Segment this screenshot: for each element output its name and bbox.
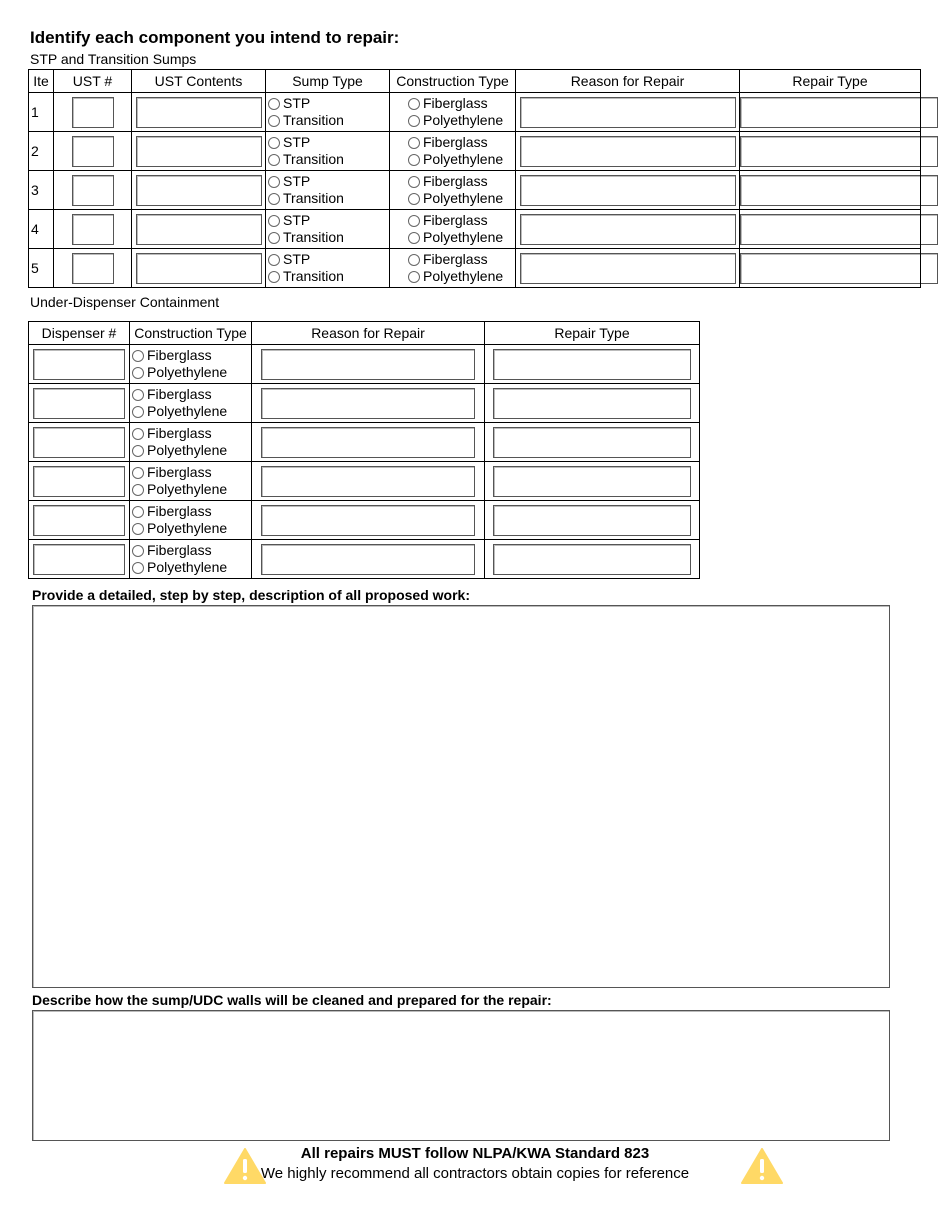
reason-for-repair-cell [252, 345, 485, 384]
repair-type-cell [485, 501, 700, 540]
radio-option-fiberglass[interactable] [132, 503, 251, 520]
reason-for-repair-cell [252, 423, 485, 462]
radio-option-stp[interactable] [268, 173, 389, 190]
radio-option-fiberglass[interactable] [132, 347, 251, 364]
radio-button[interactable] [408, 193, 420, 205]
work-description-label: Provide a detailed, step by step, description of all proposed work: [32, 587, 470, 603]
radio-label: STP [283, 251, 311, 267]
radio-button[interactable] [268, 271, 280, 283]
radio-label: Fiberglass [423, 173, 488, 189]
radio-label: Polyethylene [423, 112, 504, 128]
udc-row [29, 501, 700, 540]
radio-button[interactable] [408, 154, 420, 166]
reason-for-repair-field[interactable] [520, 253, 736, 284]
ust-contents-field[interactable] [136, 97, 262, 128]
footer-notice [200, 1145, 750, 1182]
ust-contents-field[interactable] [136, 214, 262, 245]
repair-type-cell [485, 462, 700, 501]
radio-option-polyethylene[interactable] [132, 442, 251, 459]
col-header-repair-type: Repair Type [485, 322, 700, 345]
repair-type-field[interactable] [740, 136, 938, 167]
dispenser-number-cell [29, 384, 130, 423]
radio-label: Fiberglass [423, 251, 488, 267]
sump-type-cell [266, 249, 390, 288]
radio-label: Fiberglass [147, 425, 212, 441]
radio-button[interactable] [268, 176, 280, 188]
footer-sub-text: We highly recommend all contractors obtain copies for reference [260, 1165, 690, 1182]
reason-for-repair-field[interactable] [261, 349, 475, 380]
ust-number-cell [54, 93, 132, 132]
radio-option-fiberglass[interactable] [132, 386, 251, 403]
sump-type-options [266, 251, 389, 285]
col-header-reason-for-repair: Reason for Repair [516, 70, 740, 93]
ust-contents-cell [132, 249, 266, 288]
radio-option-stp[interactable] [268, 251, 389, 268]
reason-for-repair-field[interactable] [520, 97, 736, 128]
radio-option-fiberglass[interactable] [408, 173, 515, 190]
radio-label: STP [283, 134, 311, 150]
warning-mark [760, 1159, 764, 1173]
repair-type-cell [740, 249, 921, 288]
col-header-dispenser-number: Dispenser # [29, 322, 130, 345]
repair-type-cell [485, 423, 700, 462]
radio-button[interactable] [408, 137, 420, 149]
wall-prep-field[interactable] [32, 1010, 890, 1141]
ust-number-cell [54, 132, 132, 171]
radio-label: Polyethylene [423, 190, 504, 206]
radio-option-polyethylene[interactable] [408, 190, 515, 207]
radio-option-fiberglass[interactable] [408, 134, 515, 151]
ust-number-field[interactable] [72, 253, 114, 284]
radio-label: Fiberglass [147, 464, 212, 480]
radio-button[interactable] [132, 562, 144, 574]
reason-for-repair-cell [516, 93, 740, 132]
radio-button[interactable] [408, 176, 420, 188]
construction-type-cell [130, 540, 252, 579]
ust-contents-cell [132, 210, 266, 249]
stp-row [29, 210, 921, 249]
radio-label: Fiberglass [147, 503, 212, 519]
repair-type-field[interactable] [493, 349, 691, 380]
repair-type-field[interactable] [740, 97, 938, 128]
construction-type-cell [390, 132, 516, 171]
reason-for-repair-field[interactable] [520, 214, 736, 245]
radio-option-polyethylene[interactable] [408, 268, 515, 285]
repair-type-cell [740, 210, 921, 249]
radio-option-fiberglass[interactable] [408, 251, 515, 268]
repair-type-cell [740, 93, 921, 132]
reason-for-repair-cell [252, 540, 485, 579]
sump-type-cell [266, 93, 390, 132]
item-number: 2 [29, 132, 54, 171]
radio-button[interactable] [268, 232, 280, 244]
ust-number-cell [54, 171, 132, 210]
sump-type-options [266, 212, 389, 246]
dispenser-number-cell [29, 540, 130, 579]
ust-number-field[interactable] [72, 175, 114, 206]
radio-option-fiberglass[interactable] [132, 542, 251, 559]
dispenser-number-field[interactable] [33, 505, 125, 536]
repair-type-cell [740, 171, 921, 210]
dispenser-number-cell [29, 462, 130, 501]
ust-number-cell [54, 249, 132, 288]
repair-type-field[interactable] [493, 544, 691, 575]
radio-label: Fiberglass [423, 212, 488, 228]
radio-button[interactable] [408, 232, 420, 244]
construction-type-options [406, 251, 515, 285]
radio-option-fiberglass[interactable] [132, 464, 251, 481]
col-header-item: Ite [29, 70, 54, 93]
radio-button[interactable] [132, 467, 144, 479]
construction-type-options [130, 347, 251, 381]
dispenser-number-cell [29, 423, 130, 462]
item-number: 5 [29, 249, 54, 288]
col-header-ust-contents: UST Contents [132, 70, 266, 93]
reason-for-repair-field[interactable] [261, 544, 475, 575]
radio-option-fiberglass[interactable] [132, 425, 251, 442]
construction-type-options [130, 425, 251, 459]
radio-option-polyethylene[interactable] [408, 112, 515, 129]
sump-type-cell [266, 171, 390, 210]
construction-type-cell [130, 462, 252, 501]
repair-type-field[interactable] [493, 388, 691, 419]
item-number: 1 [29, 93, 54, 132]
construction-type-cell [130, 384, 252, 423]
radio-label: Fiberglass [423, 95, 488, 111]
radio-button[interactable] [132, 367, 144, 379]
radio-label: Transition [283, 151, 344, 167]
ust-contents-field[interactable] [136, 136, 262, 167]
reason-for-repair-field[interactable] [261, 466, 475, 497]
reason-for-repair-cell [252, 501, 485, 540]
reason-for-repair-cell [252, 384, 485, 423]
radio-button[interactable] [132, 428, 144, 440]
sump-type-cell [266, 210, 390, 249]
radio-button[interactable] [132, 406, 144, 418]
ust-number-field[interactable] [72, 136, 114, 167]
udc-header-row [29, 322, 700, 345]
reason-for-repair-field[interactable] [520, 175, 736, 206]
construction-type-options [130, 464, 251, 498]
item-number: 4 [29, 210, 54, 249]
ust-number-field[interactable] [72, 214, 114, 245]
repair-type-cell [485, 540, 700, 579]
repair-type-field[interactable] [740, 214, 938, 245]
radio-button[interactable] [268, 193, 280, 205]
construction-type-cell [130, 345, 252, 384]
repair-type-cell [740, 132, 921, 171]
ust-contents-field[interactable] [136, 253, 262, 284]
stp-row [29, 93, 921, 132]
col-header-sump-type: Sump Type [266, 70, 390, 93]
radio-option-polyethylene[interactable] [132, 520, 251, 537]
dispenser-number-cell [29, 501, 130, 540]
radio-label: STP [283, 95, 311, 111]
radio-label: Polyethylene [147, 481, 228, 497]
radio-label: Fiberglass [147, 347, 212, 363]
reason-for-repair-cell [516, 171, 740, 210]
dispenser-number-field[interactable] [33, 388, 125, 419]
radio-button[interactable] [268, 137, 280, 149]
radio-option-stp[interactable] [268, 95, 389, 112]
radio-option-polyethylene[interactable] [408, 151, 515, 168]
radio-option-transition[interactable] [268, 190, 389, 207]
radio-label: STP [283, 173, 311, 189]
repair-type-cell [485, 384, 700, 423]
reason-for-repair-cell [252, 462, 485, 501]
radio-option-fiberglass[interactable] [408, 212, 515, 229]
radio-button[interactable] [132, 506, 144, 518]
dispenser-number-field[interactable] [33, 544, 125, 575]
radio-option-stp[interactable] [268, 212, 389, 229]
radio-label: Polyethylene [147, 442, 228, 458]
radio-button[interactable] [132, 389, 144, 401]
sump-type-cell [266, 132, 390, 171]
reason-for-repair-field[interactable] [261, 505, 475, 536]
ust-contents-cell [132, 93, 266, 132]
radio-button[interactable] [408, 254, 420, 266]
construction-type-cell [390, 210, 516, 249]
radio-option-polyethylene[interactable] [132, 481, 251, 498]
radio-button[interactable] [408, 215, 420, 227]
construction-type-cell [390, 93, 516, 132]
radio-button[interactable] [268, 215, 280, 227]
stp-row [29, 171, 921, 210]
radio-option-transition[interactable] [268, 229, 389, 246]
repair-type-field[interactable] [740, 175, 938, 206]
radio-button[interactable] [408, 115, 420, 127]
radio-option-polyethylene[interactable] [132, 403, 251, 420]
radio-label: Transition [283, 112, 344, 128]
stp-row [29, 249, 921, 288]
sump-type-options [266, 134, 389, 168]
construction-type-options [130, 503, 251, 537]
construction-type-options [406, 95, 515, 129]
stp-table [28, 69, 921, 288]
construction-type-options [130, 542, 251, 576]
repair-type-field[interactable] [493, 505, 691, 536]
radio-label: Transition [283, 190, 344, 206]
reason-for-repair-field[interactable] [261, 388, 475, 419]
radio-label: Polyethylene [423, 151, 504, 167]
work-description-field[interactable] [32, 605, 890, 988]
radio-option-stp[interactable] [268, 134, 389, 151]
radio-button[interactable] [132, 523, 144, 535]
radio-option-polyethylene[interactable] [132, 559, 251, 576]
radio-button[interactable] [268, 98, 280, 110]
dispenser-number-field[interactable] [33, 427, 125, 458]
sump-type-options [266, 95, 389, 129]
construction-type-options [130, 386, 251, 420]
col-header-ust-number: UST # [54, 70, 132, 93]
sump-type-options [266, 173, 389, 207]
col-header-construction-type: Construction Type [390, 70, 516, 93]
udc-table [28, 321, 700, 579]
radio-label: Polyethylene [423, 229, 504, 245]
radio-button[interactable] [268, 115, 280, 127]
ust-contents-field[interactable] [136, 175, 262, 206]
udc-row [29, 423, 700, 462]
radio-label: Polyethylene [147, 520, 228, 536]
radio-label: Polyethylene [423, 268, 504, 284]
wall-prep-label: Describe how the sump/UDC walls will be cleaned and prepared for the repair: [32, 992, 552, 1008]
radio-label: Polyethylene [147, 364, 228, 380]
construction-type-options [406, 134, 515, 168]
construction-type-options [406, 212, 515, 246]
udc-row [29, 462, 700, 501]
warning-dot [760, 1176, 764, 1180]
radio-button[interactable] [132, 484, 144, 496]
repair-type-field[interactable] [493, 466, 691, 497]
ust-number-field[interactable] [72, 97, 114, 128]
stp-header-row [29, 70, 921, 93]
footer-main-text: All repairs MUST follow NLPA/KWA Standard 823 [300, 1145, 650, 1162]
stp-row [29, 132, 921, 171]
construction-type-options [406, 173, 515, 207]
dispenser-number-cell [29, 345, 130, 384]
udc-row [29, 540, 700, 579]
construction-type-cell [130, 423, 252, 462]
reason-for-repair-cell [516, 210, 740, 249]
udc-row [29, 345, 700, 384]
radio-option-transition[interactable] [268, 151, 389, 168]
radio-option-transition[interactable] [268, 268, 389, 285]
ust-contents-cell [132, 171, 266, 210]
udc-row [29, 384, 700, 423]
radio-label: Fiberglass [147, 542, 212, 558]
udc-section-title: Under-Dispenser Containment [30, 294, 220, 310]
radio-button[interactable] [132, 445, 144, 457]
radio-option-fiberglass[interactable] [408, 95, 515, 112]
radio-button[interactable] [132, 545, 144, 557]
radio-option-polyethylene[interactable] [132, 364, 251, 381]
construction-type-cell [390, 171, 516, 210]
page-heading: Identify each component you intend to repair: [30, 28, 400, 47]
reason-for-repair-field[interactable] [261, 427, 475, 458]
radio-label: Transition [283, 268, 344, 284]
radio-label: Transition [283, 229, 344, 245]
ust-number-cell [54, 210, 132, 249]
construction-type-cell [390, 249, 516, 288]
radio-label: Polyethylene [147, 559, 228, 575]
reason-for-repair-cell [516, 249, 740, 288]
col-header-repair-type: Repair Type [740, 70, 921, 93]
repair-type-field[interactable] [740, 253, 938, 284]
radio-label: Fiberglass [147, 386, 212, 402]
radio-label: Fiberglass [423, 134, 488, 150]
col-header-reason-for-repair: Reason for Repair [252, 322, 485, 345]
dispenser-number-field[interactable] [33, 466, 125, 497]
construction-type-cell [130, 501, 252, 540]
radio-button[interactable] [408, 271, 420, 283]
radio-option-polyethylene[interactable] [408, 229, 515, 246]
reason-for-repair-field[interactable] [520, 136, 736, 167]
radio-button[interactable] [268, 154, 280, 166]
repair-type-field[interactable] [493, 427, 691, 458]
radio-button[interactable] [132, 350, 144, 362]
dispenser-number-field[interactable] [33, 349, 125, 380]
repair-type-cell [485, 345, 700, 384]
ust-contents-cell [132, 132, 266, 171]
radio-button[interactable] [408, 98, 420, 110]
col-header-construction-type: Construction Type [130, 322, 252, 345]
stp-section-title: STP and Transition Sumps [30, 51, 197, 67]
radio-label: STP [283, 212, 311, 228]
radio-button[interactable] [268, 254, 280, 266]
item-number: 3 [29, 171, 54, 210]
radio-option-transition[interactable] [268, 112, 389, 129]
reason-for-repair-cell [516, 132, 740, 171]
radio-label: Polyethylene [147, 403, 228, 419]
